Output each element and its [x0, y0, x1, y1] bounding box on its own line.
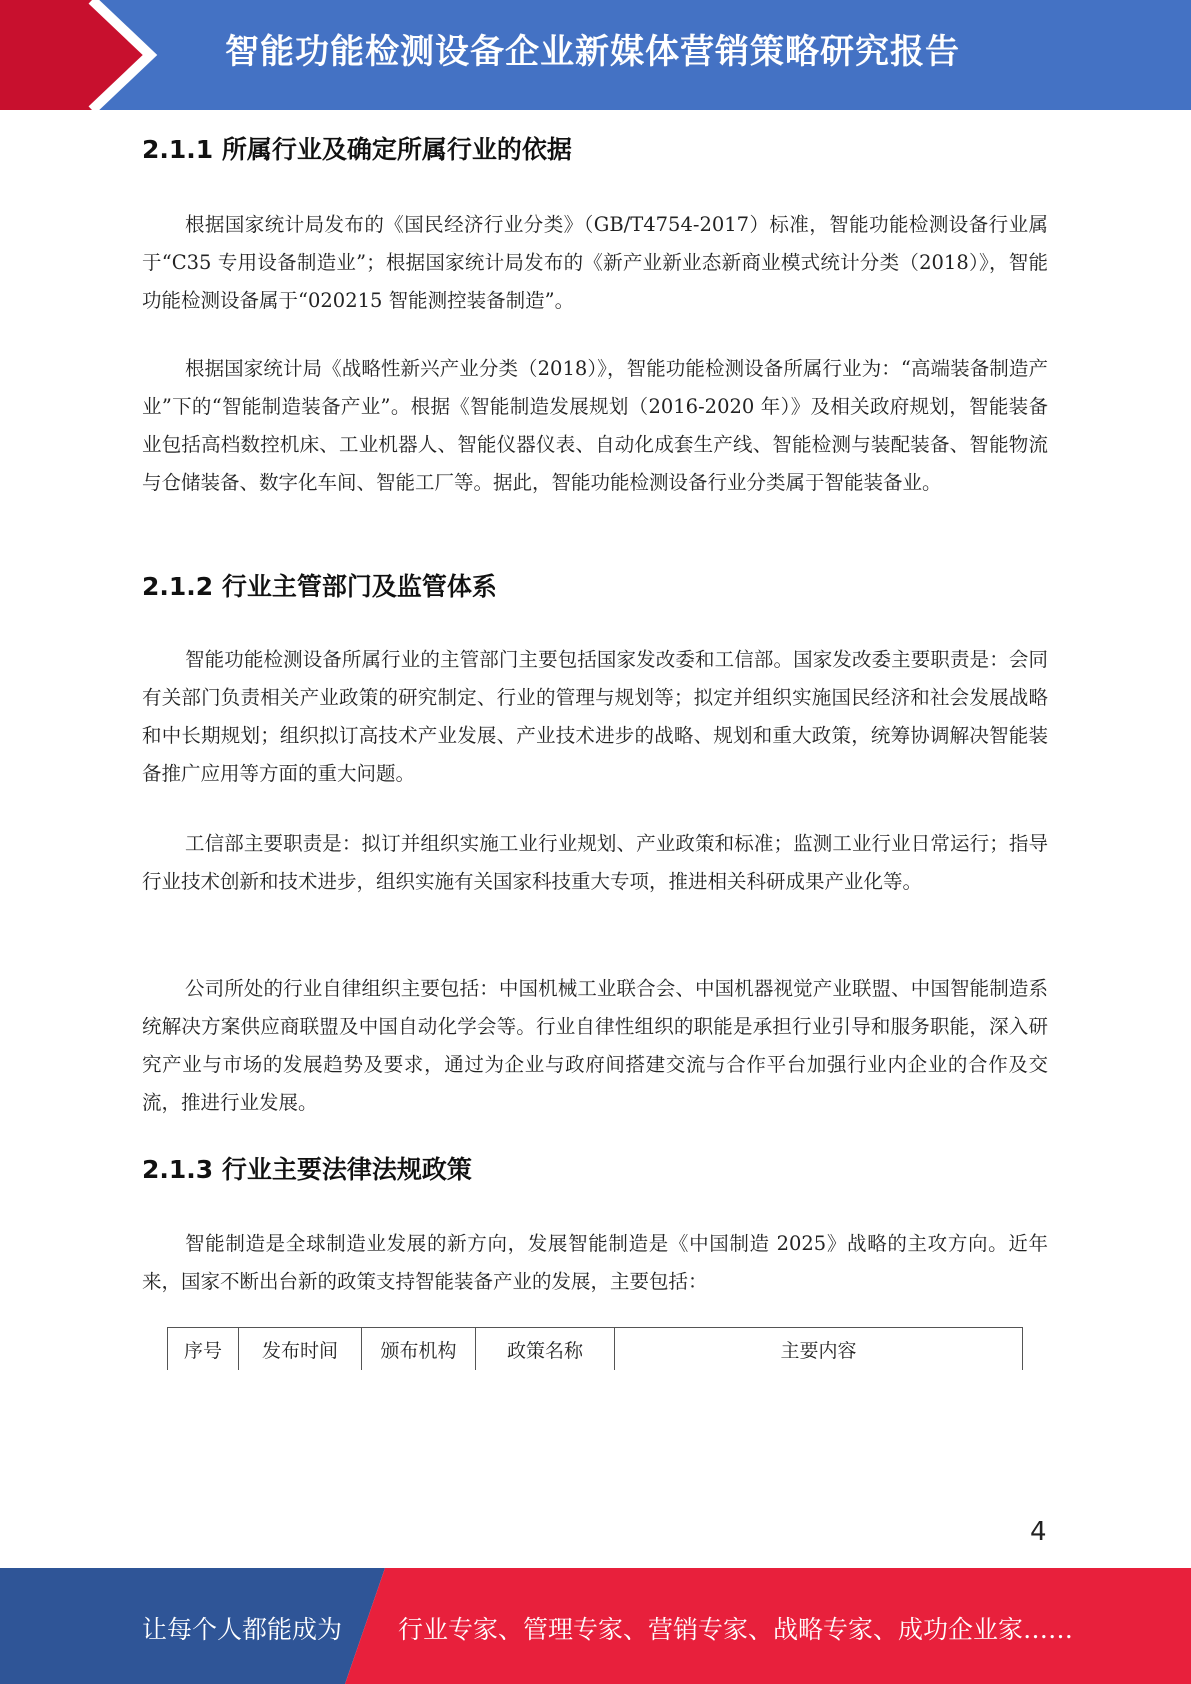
report-title: 智能功能检测设备企业新媒体营销策略研究报告 — [225, 32, 960, 72]
section-heading-2-1-1: 2.1.1 所属行业及确定所属行业的依据 — [142, 135, 572, 164]
paragraph: 智能功能检测设备所属行业的主管部门主要包括国家发改委和工信部。国家发改委主要职责是：会同有关部门负责相关产业政策的研究制定、行业的管理与规划等；拟定并组织实施国民经济和社会发展战略和中长期规划；组织拟订高技术产业发展、产业技术进步的战略、规划和重大政策，统筹协调解决智能装备推广应用等方面的重大问题。 — [142, 648, 1048, 785]
section-heading-2-1-2: 2.1.2 行业主管部门及监管体系 — [142, 572, 497, 601]
footer-banner — [0, 1568, 1191, 1684]
chevron-decoration-icon — [0, 0, 160, 110]
header-banner — [0, 0, 1191, 110]
table-header-cell: 主要内容 — [615, 1328, 1023, 1371]
page-number: 4 — [1030, 1517, 1047, 1547]
table-header-cell: 政策名称 — [476, 1328, 615, 1371]
paragraph: 公司所处的行业自律组织主要包括：中国机械工业联合会、中国机器视觉产业联盟、中国智能制造系统解决方案供应商联盟及中国自动化学会等。行业自律性组织的职能是承担行业引导和服务职能，深入研究产业与市场的发展趋势及要求，通过为企业与政府间搭建交流与合作平台加强行业内企业的合作及交流，推进行业发展。 — [142, 977, 1048, 1114]
table-header-row — [168, 1328, 1023, 1371]
paragraph: 智能制造是全球制造业发展的新方向，发展智能制造是《中国制造 2025》战略的主攻方向。近年来，国家不断出台新的政策支持智能装备产业的发展，主要包括： — [142, 1232, 1048, 1293]
section-heading-2-1-3: 2.1.3 行业主要法律法规政策 — [142, 1155, 472, 1184]
table-header-cell: 发布时间 — [239, 1328, 362, 1371]
footer-slogan-left: 让每个人都能成为 — [142, 1615, 343, 1644]
footer-slogan-right: 行业专家、管理专家、营销专家、战略专家、成功企业家…… — [398, 1615, 1074, 1644]
paragraph: 根据国家统计局发布的《国民经济行业分类》（GB/T4754-2017）标准，智能功能检测设备行业属于“C35 专用设备制造业”；根据国家统计局发布的《新产业新业态新商业模式统计分类（2018）》，智能功能检测设备属于“020215 智能测控装备制造”。 — [142, 213, 1048, 312]
policy-table — [167, 1327, 1023, 1370]
paragraph: 根据国家统计局《战略性新兴产业分类（2018）》，智能功能检测设备所属行业为：“高端装备制造产业”下的“智能制造装备产业”。根据《智能制造发展规划（2016-2020 年）》及相关政府规划，智能装备业包括高档数控机床、工业机器人、智能仪器仪表、自动化成套生产线、智能检测与装配装备、智能物流与仓储装备、数字化车间、智能工厂等。据此，智能功能检测设备行业分类属于智能装备业。 — [142, 357, 1048, 494]
table-header-cell: 序号 — [168, 1328, 239, 1371]
table-header-cell: 颁布机构 — [362, 1328, 476, 1371]
paragraph: 工信部主要职责是：拟订并组织实施工业行业规划、产业政策和标准；监测工业行业日常运行；指导行业技术创新和技术进步，组织实施有关国家科技重大专项，推进相关科研成果产业化等。 — [142, 832, 1048, 893]
